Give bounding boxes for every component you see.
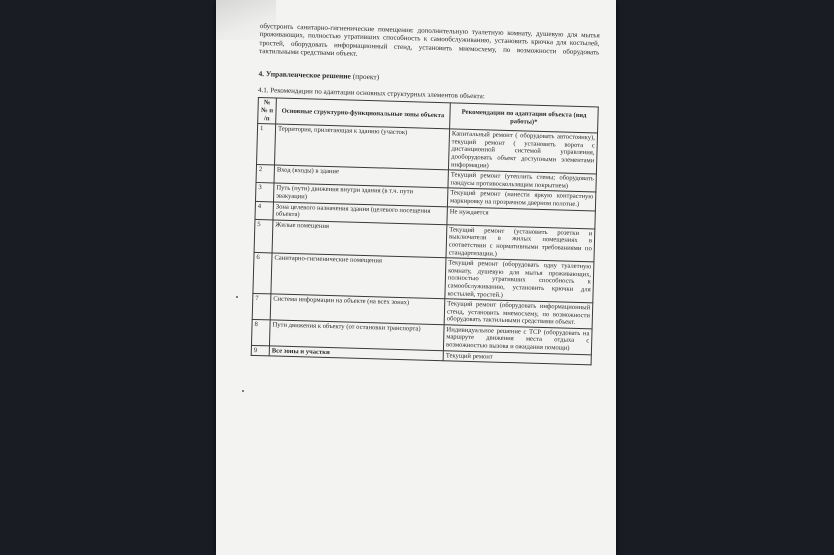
subsection-title: 4.1. Рекомендации по адаптации основных структурных элементов объекта:: [257, 86, 485, 101]
row-num: 8: [251, 319, 270, 345]
section-title: Управленческое решение: [265, 68, 352, 81]
row-element: Пути движения к объекту (от остановки транспорта): [269, 320, 444, 351]
intro-paragraph: обустроить санитарно-гигиенические помещения: дополнительную туалетную комнату, душевую для мытья проживающих, полностью утративших способность к самообслуживанию, установить крючка для костылей, тростей, оборудовать информационный стенд, установить мнемосхему, по возможности оборудовать тактильными средствами объект.: [259, 22, 600, 58]
header-element: Основные структурно-функциональные зоны объекта: [276, 98, 451, 129]
row-recommendation: Капитальный ремонт ( оборудовать автостоянку), текущий ремонт ( установить ворота с дистанционной системой управления, дооборудовать объект доступными элементами информации): [448, 129, 597, 174]
header-num: № № п /п: [258, 98, 277, 124]
row-num: 6: [253, 253, 272, 294]
section-heading: [258, 70, 598, 88]
row-num: 3: [256, 183, 275, 202]
row-recommendation: Индивидуальное решение с ТСР (оборудовать на маршруте движения места отдыха с возможностью вызова и ожидания помощи): [443, 325, 592, 355]
row-num: 7: [252, 294, 271, 320]
row-recommendation: Текущий ремонт (нанести яркую контрастную маркировку на прозрачном дверном полотне.): [447, 188, 595, 210]
row-recommendation: Текущий ремонт (оборудовать одну туалетную комнату, душевую для мытья проживающих, полностью утративших способность к самообслуживанию, установить крючки для костылей, тростей.): [445, 258, 594, 303]
row-recommendation: Текущий ремонт: [443, 350, 591, 365]
row-recommendation: Текущий ремонт (утеплить стены; оборудовать пандусы противоскользящим покрытием): [448, 170, 596, 192]
header-recommendation: Рекомендации по адаптации объекта (вид работы)*: [450, 103, 599, 133]
recommendations-table: [251, 97, 599, 365]
scan-speck: [242, 390, 244, 392]
row-recommendation: Текущий ремонт (установить розетки и выключатели в жилых помещениях в соответствии с нормативными требованиями по стандартизации.): [446, 225, 595, 262]
row-element: Вход (входы) в здание: [274, 165, 448, 188]
row-element: Жилые помещения: [272, 220, 447, 258]
row-element: Путь (пути) движения внутри здания (в т.ч. пути эвакуации): [273, 183, 447, 206]
page-content: [251, 22, 600, 366]
row-element: Зона целевого назначения здания (целевого посещения объекта): [273, 202, 447, 225]
section-note: (проект): [352, 71, 380, 81]
row-recommendation: Текущий ремонт (оборудовать информационный стенд, установить мнемосхему, по возможности оборудовать тактильными средствами объект.: [444, 299, 593, 329]
row-num: 2: [256, 165, 275, 184]
row-element: Территория, прилегающая к зданию (участок): [275, 124, 450, 170]
row-recommendation: Не нуждается: [447, 206, 595, 228]
row-num: 1: [257, 124, 276, 165]
row-element: Система информации на объекте (на всех зонах): [270, 294, 445, 325]
row-num: 4: [255, 201, 274, 220]
row-num: 9: [251, 345, 269, 356]
row-element: Санитарно-гигиенические помещения: [271, 253, 446, 299]
row-element: Все зоны и участки: [269, 346, 443, 361]
scanned-page: [216, 0, 616, 555]
section-number: 4.: [258, 68, 265, 78]
scan-speck: [236, 296, 238, 298]
row-num: 5: [254, 219, 273, 253]
